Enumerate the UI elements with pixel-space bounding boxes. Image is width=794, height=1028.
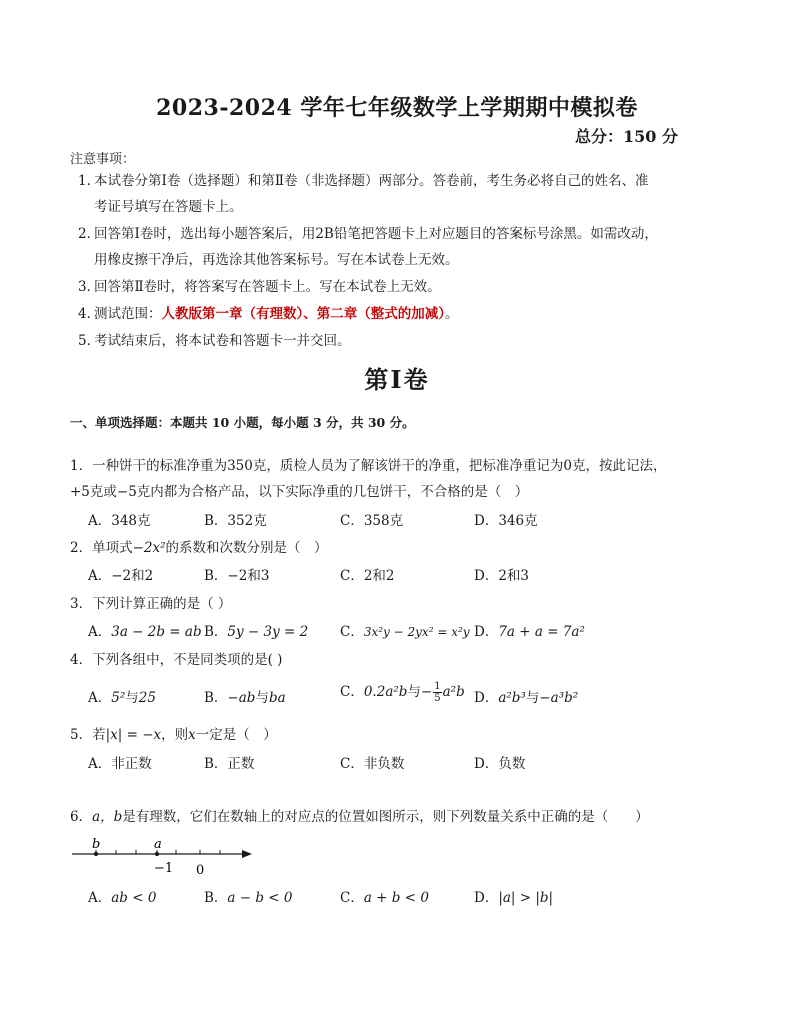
fraction-numerator: 1: [434, 681, 441, 692]
option-expression: a − b < 0: [227, 890, 293, 906]
option-b: B．−2和3: [204, 568, 270, 584]
option-label: D．: [474, 624, 499, 640]
option-c: C．358克: [340, 513, 404, 529]
note-item-5: [78, 328, 718, 354]
option-connector: 与: [125, 690, 139, 706]
note-item-2: [78, 221, 718, 273]
note-text-continued: 考证号填写在答题卡上。: [94, 199, 243, 215]
option-term: a²b³: [498, 690, 526, 706]
question-6-options: [88, 886, 708, 910]
option-label: B．: [204, 624, 228, 640]
option-label: B．: [204, 690, 228, 706]
question-6-suffix: 是有理数，它们在数轴上的对应点的位置如图所示，则下列数量关系中正确的是（ ）: [122, 809, 649, 825]
option-term: 5²: [111, 690, 126, 706]
option-term: 0.2a²b: [363, 684, 408, 700]
question-5-suffix: 一定是（ ）: [195, 727, 277, 743]
option-term: a²b: [442, 684, 465, 700]
option-c: [340, 886, 429, 906]
option-a: [88, 886, 156, 906]
option-d: D．负数: [474, 756, 526, 772]
fraction: [433, 681, 441, 704]
question-5-mid: ，则: [161, 727, 189, 743]
option-d: [474, 886, 553, 906]
note-number: 5．: [78, 333, 101, 349]
question-6: [70, 804, 730, 830]
test-scope-highlight: 人教版第一章（有理数）、第二章（整式的加减）: [161, 306, 445, 322]
option-a: A．−2和2: [88, 568, 154, 584]
option-d: [474, 620, 585, 640]
question-1-line-1: 1．一种饼干的标准净重为350克，质检人员为了解该饼干的净重，把标准净重记为0克，按此记法，: [70, 458, 667, 474]
note-item-3: [78, 274, 718, 300]
option-term: ba: [268, 690, 286, 706]
option-a: A．非正数: [88, 756, 152, 772]
question-5-options: [88, 752, 708, 776]
question-4-options: [88, 681, 708, 716]
option-a: [88, 686, 156, 706]
question-1-options: [88, 509, 708, 533]
option-expression: a + b < 0: [363, 890, 429, 906]
option-expression: 7a + a = 7a²: [498, 624, 585, 640]
tick-label-neg1: −1: [154, 861, 174, 876]
fraction-denominator: 5: [434, 693, 441, 704]
note-text: 回答第Ⅰ卷时，选出每小题答案后，用2B铅笔把答题卡上对应题目的答案标号涂黑。如需改动，: [94, 226, 658, 242]
option-label: C．: [340, 890, 364, 906]
question-3-options: [88, 620, 708, 644]
option-label: D．: [474, 690, 499, 706]
note-item-4: [78, 301, 718, 327]
question-2-prefix: 2．单项式: [70, 540, 133, 556]
option-label: C．: [340, 684, 364, 700]
option-b: [204, 886, 293, 906]
arrow-right-icon: [242, 850, 252, 858]
option-label: B．: [204, 890, 228, 906]
point-b-label: b: [92, 837, 101, 852]
note-text-continued: 用橡皮擦干净后，再选涂其他答案标号。写在本试卷上无效。: [94, 252, 459, 268]
question-2-options: [88, 564, 708, 588]
question-5-expression: |x| = −x: [105, 727, 162, 743]
option-label: A．: [88, 690, 112, 706]
option-a: A．348克: [88, 513, 151, 529]
option-expression: 5y − 3y = 2: [227, 624, 309, 640]
question-2-suffix: 的系数和次数分别是（ ）: [165, 540, 328, 556]
note-number: 3．: [78, 279, 101, 295]
note-text-suffix: 。: [445, 306, 459, 322]
option-c: C．2和2: [340, 568, 395, 584]
question-2: [70, 535, 730, 561]
question-1-line-2: +5克或−5克内都为合格产品，以下实际净重的几包饼干，不合格的是（ ）: [70, 484, 529, 500]
notes-heading: 注意事项：: [70, 152, 136, 167]
option-c: [340, 680, 465, 704]
option-b: [204, 620, 308, 640]
note-item-1: [78, 168, 718, 220]
point-b-dot: [94, 852, 98, 856]
option-label: D．: [474, 890, 499, 906]
question-2-expression: −2x²: [132, 540, 166, 556]
option-term: −ab: [227, 690, 256, 706]
question-1: [70, 453, 730, 505]
option-c: [340, 620, 470, 640]
note-text: 测试范围：: [94, 306, 162, 322]
option-c: C．非负数: [340, 756, 405, 772]
section-heading: 一、单项选择题：本题共 10 小题，每小题 3 分，共 30 分。: [70, 415, 415, 430]
option-connector: 与−: [407, 684, 433, 700]
question-5: [70, 722, 730, 748]
option-d: D．346克: [474, 513, 538, 529]
option-expression: 3x²y − 2yx² = x²y: [363, 625, 470, 639]
option-a: [88, 620, 202, 640]
option-b: [204, 686, 286, 706]
option-term: −a³b²: [539, 690, 579, 706]
point-a-dot: [155, 852, 159, 856]
option-d: D．2和3: [474, 568, 530, 584]
question-3: 3．下列计算正确的是（ ）: [70, 596, 232, 612]
option-term: 25: [138, 690, 156, 706]
question-6-variables: a，b: [92, 809, 123, 825]
number-line-figure: [68, 836, 258, 878]
note-number: 2．: [78, 226, 101, 242]
option-connector: 与: [255, 690, 269, 706]
question-6-prefix: 6．: [70, 809, 93, 825]
exam-title: 2023-2024 学年七年级数学上学期期中模拟卷: [156, 95, 638, 121]
option-b: B．正数: [204, 756, 255, 772]
note-text: 考试结束后，将本试卷和答题卡一并交回。: [94, 333, 351, 349]
option-d: [474, 686, 578, 706]
tick-label-0: 0: [196, 863, 205, 878]
option-label: A．: [88, 890, 112, 906]
option-b: B．352克: [204, 513, 267, 529]
option-label: C．: [340, 624, 364, 640]
question-4: 4．下列各组中，不是同类项的是( ): [70, 652, 283, 668]
point-a-label: a: [154, 837, 162, 852]
note-number: 4．: [78, 306, 101, 322]
option-expression: |a| > |b|: [498, 890, 554, 906]
total-score: 总分：150 分: [575, 127, 678, 146]
option-expression: 3a − 2b = ab: [111, 624, 202, 640]
option-label: A．: [88, 624, 112, 640]
option-connector: 与: [525, 690, 540, 706]
question-5-variable: x: [188, 727, 196, 743]
note-text: 回答第Ⅱ卷时，将答案写在答题卡上。写在本试卷上无效。: [94, 279, 441, 295]
volume-title: 第Ⅰ卷: [364, 365, 430, 394]
option-expression: ab < 0: [111, 890, 157, 906]
note-text: 本试卷分第Ⅰ卷（选择题）和第Ⅱ卷（非选择题）两部分。答卷前，考生务必将自己的姓名、准: [94, 173, 649, 189]
note-number: 1．: [78, 173, 101, 189]
question-5-prefix: 5．若: [70, 727, 106, 743]
